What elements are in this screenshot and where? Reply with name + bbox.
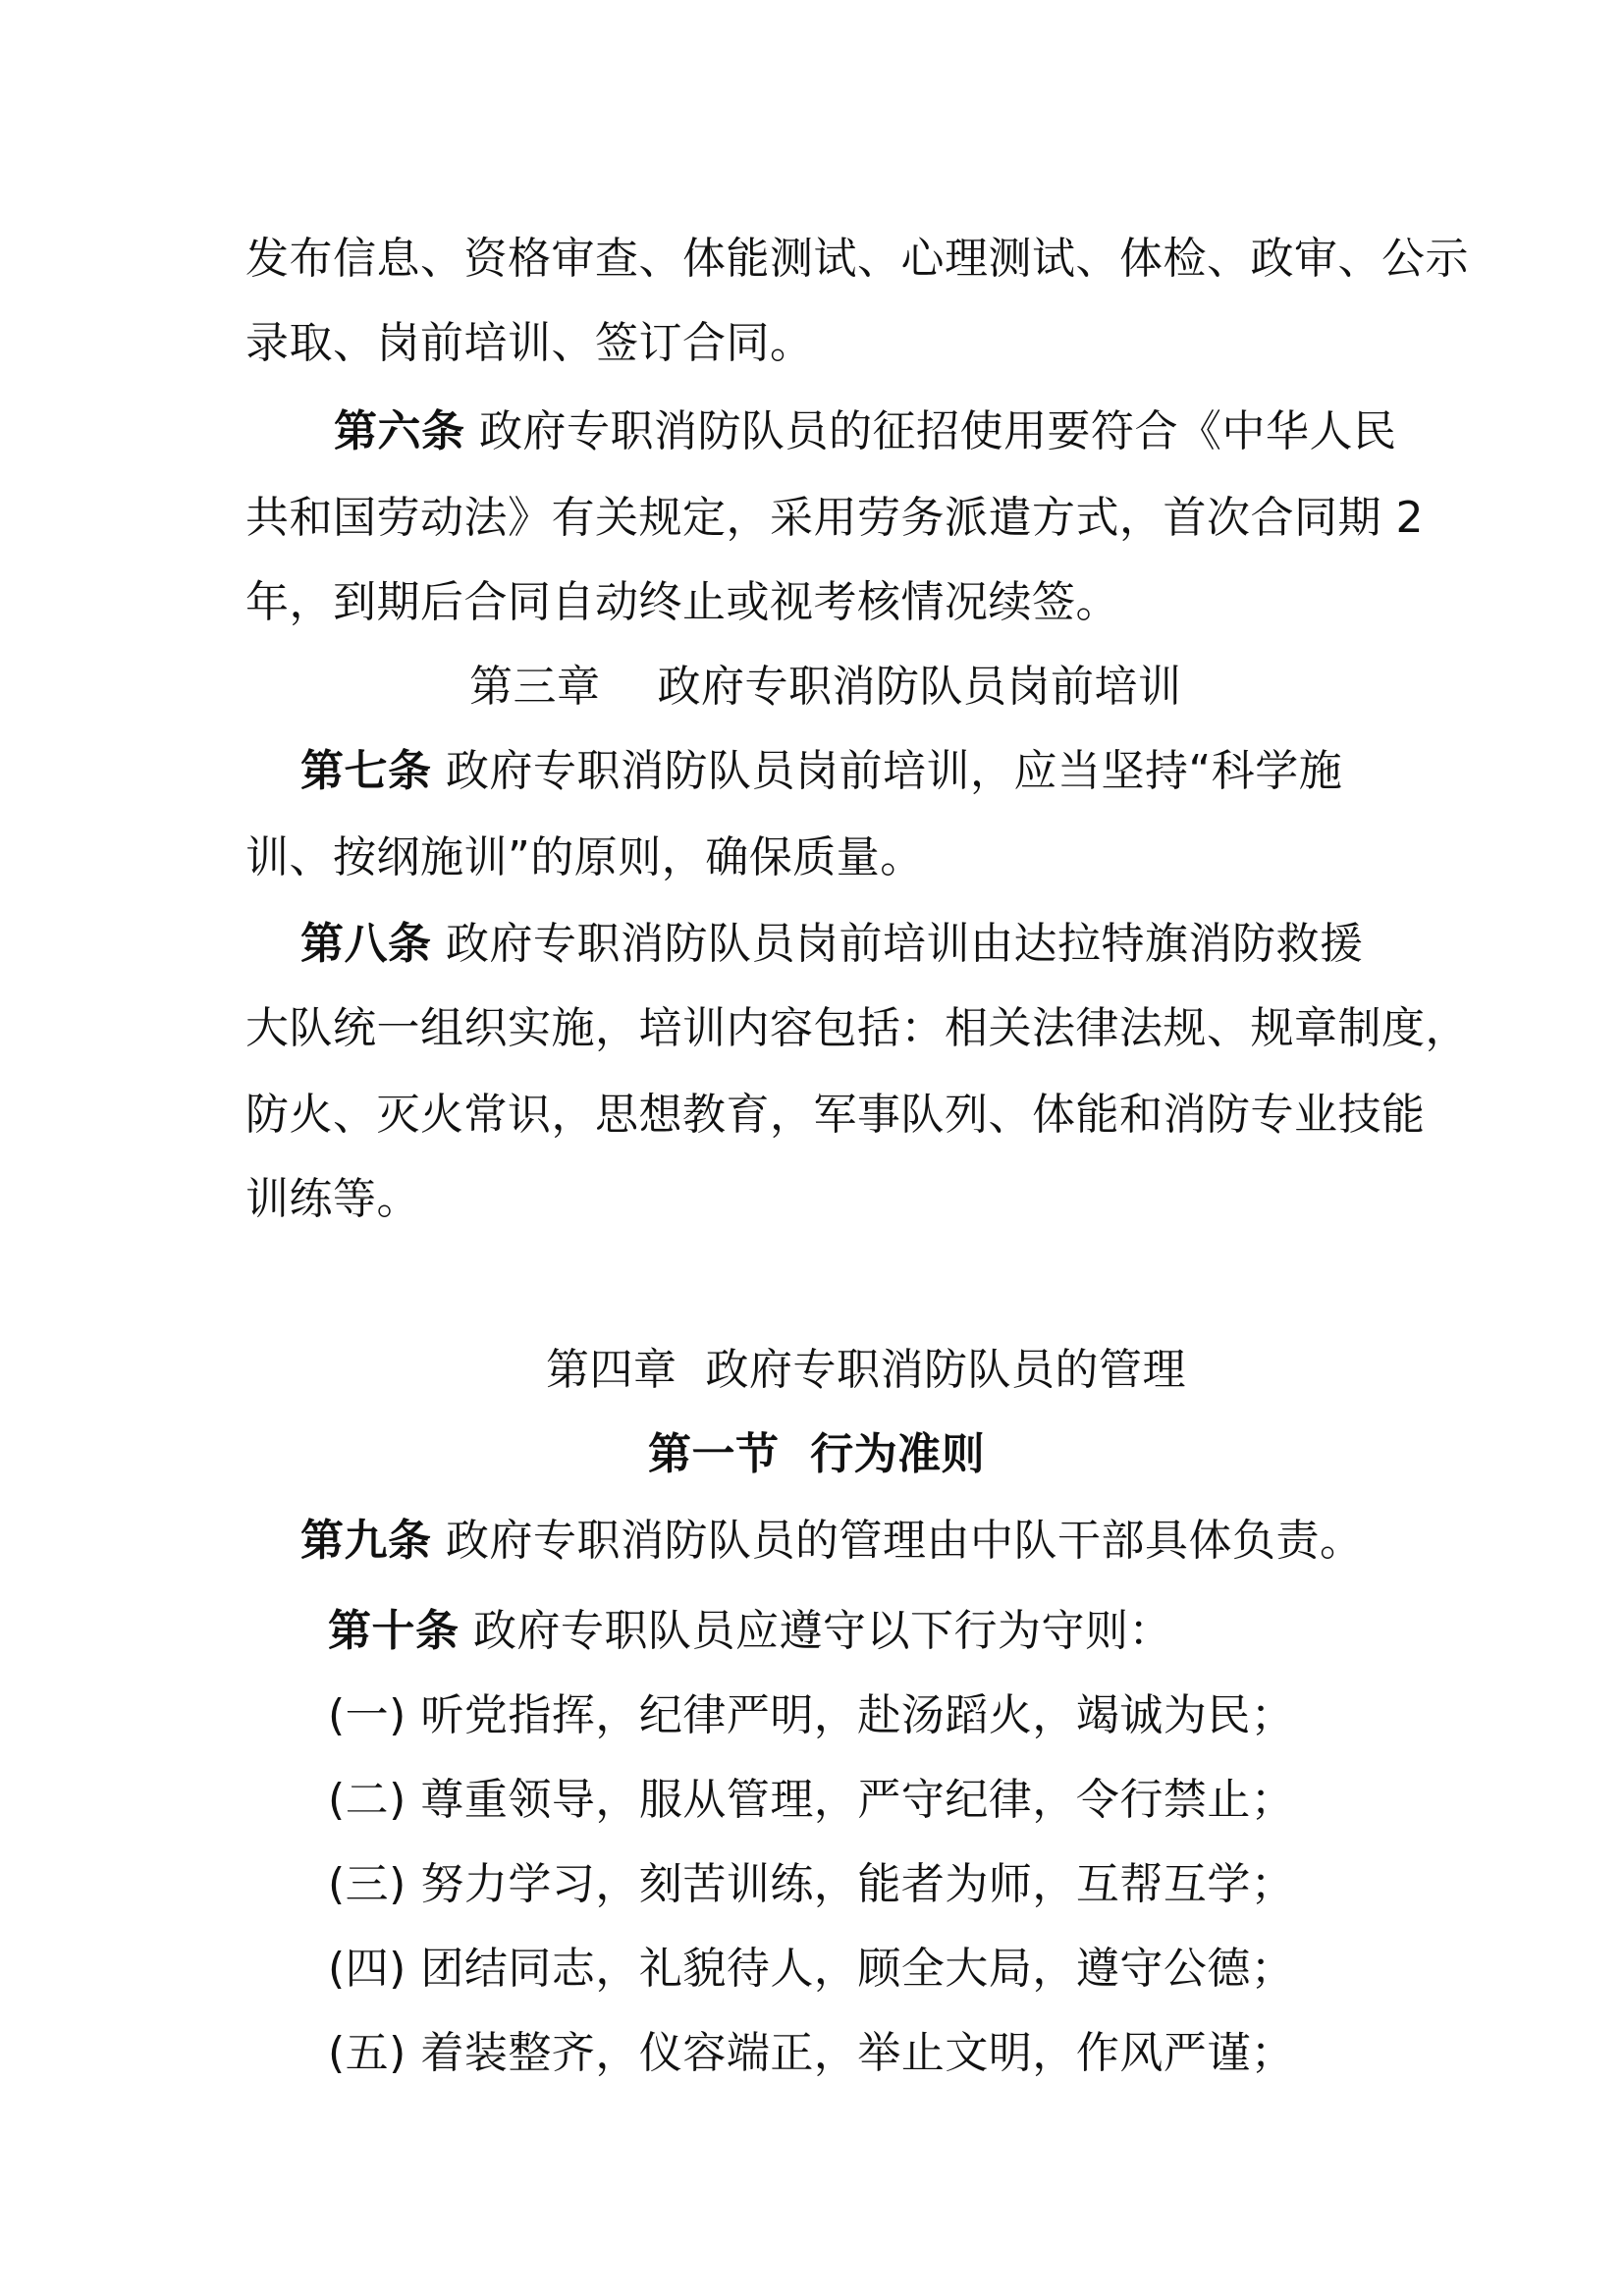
article-label: 第九条 <box>300 1516 432 1566</box>
article-label: 第六条 <box>334 406 465 456</box>
article-8: 第八条 政府专职消防队员岗前培训由达拉特旗消防救援 <box>300 919 1364 969</box>
article-6: 第六条 政府专职消防队员的征招使用要符合《中华人民 <box>334 406 1397 456</box>
rule-item: (二) 尊重领导，服从管理，严守纪律，令行禁止； <box>328 1775 1295 1825</box>
article-7: 第七条 政府专职消防队员岗前培训，应当坚持“科学施 <box>300 746 1343 796</box>
body-line: 大队统一组织实施，培训内容包括：相关法律法规、规章制度， <box>245 1003 1469 1053</box>
section-heading: 第一节 行为准则 <box>648 1429 986 1479</box>
body-line: 年，到期后合同自动终止或视考核情况续签。 <box>245 577 1119 627</box>
body-line: 发布信息、资格审查、体能测试、心理测试、体检、政审、公示 <box>245 234 1469 284</box>
body-line: 训、按纲施训”的原则，确保质量。 <box>245 832 924 882</box>
body-line: 录取、岗前培训、签订合同。 <box>245 318 814 368</box>
rule-item: (五) 着装整齐，仪容端正，举止文明，作风严谨； <box>328 2028 1295 2078</box>
body-line: 训练等。 <box>245 1174 420 1224</box>
body-line: 共和国劳动法》有关规定，采用劳务派遣方式，首次合同期 2 <box>245 493 1424 543</box>
chapter-heading: 第四章 政府专职消防队员的管理 <box>546 1345 1186 1395</box>
body-line: 防火、灭火常识，思想教育，军事队列、体能和消防专业技能 <box>245 1090 1426 1140</box>
article-label: 第十条 <box>328 1606 460 1656</box>
article-10: 第十条 政府专职队员应遵守以下行为守则： <box>328 1606 1172 1656</box>
article-label: 第八条 <box>300 919 432 969</box>
rule-item: (四) 团结同志，礼貌待人，顾全大局，遵守公德； <box>328 1944 1295 1994</box>
article-9: 第九条 政府专职消防队员的管理由中队干部具体负责。 <box>300 1516 1364 1566</box>
chapter-heading: 第三章 政府专职消防队员岗前培训 <box>469 662 1182 712</box>
rule-item: (三) 努力学习，刻苦训练，能者为师，互帮互学； <box>328 1859 1295 1909</box>
rule-item: (一) 听党指挥，纪律严明，赴汤蹈火，竭诚为民； <box>328 1690 1295 1740</box>
article-label: 第七条 <box>300 746 432 796</box>
